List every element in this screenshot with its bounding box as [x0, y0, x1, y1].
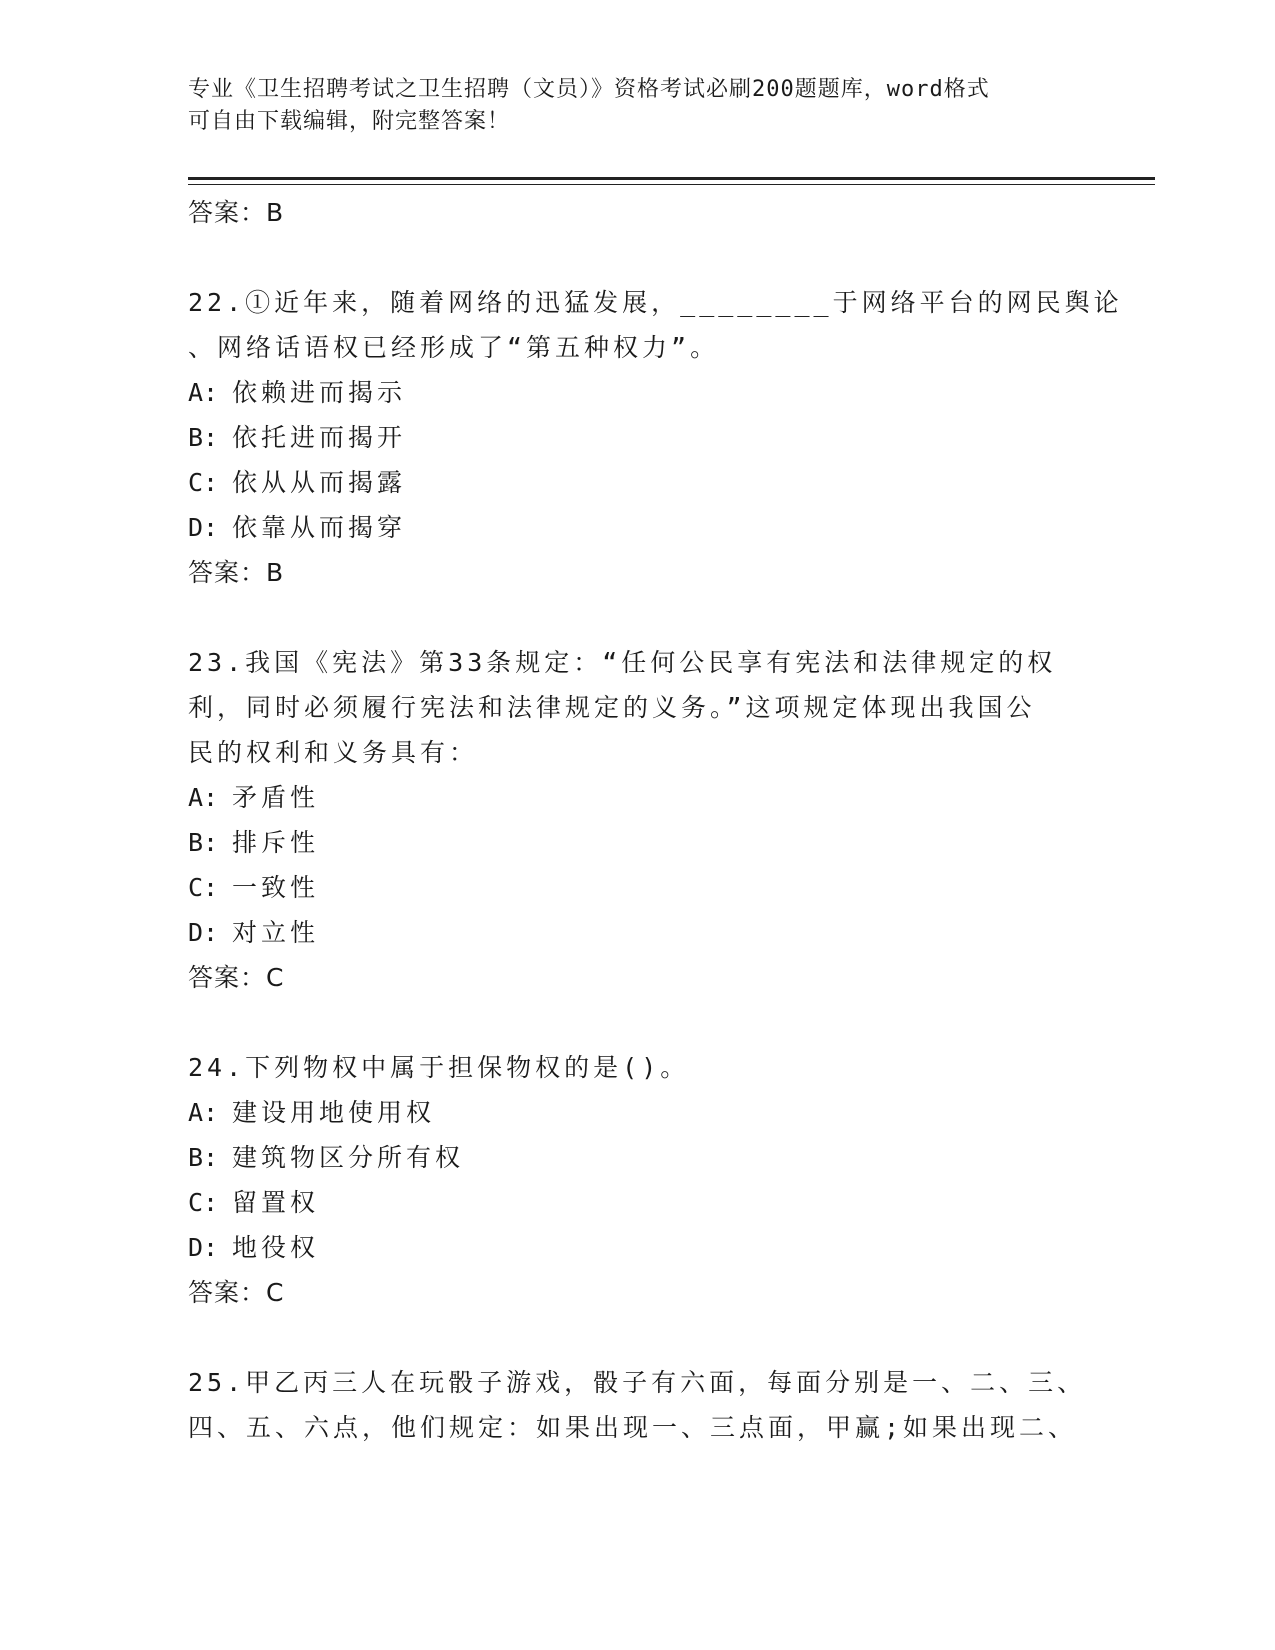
option-label: A:: [188, 1098, 219, 1127]
question-text-line: 民的权利和义务具有：: [188, 738, 479, 767]
option-label: C:: [188, 1188, 219, 1217]
option-d: [188, 505, 1088, 550]
question-text-line: 四、五、六点，他们规定：如果出现一、三点面，甲赢;如果出现二、: [188, 1413, 1078, 1442]
question-text-line: 24.下列物权中属于担保物权的是()。: [188, 1053, 690, 1082]
option-text: 排斥性: [232, 828, 320, 857]
option-text: 建设用地使用权: [232, 1098, 436, 1127]
option-label: D:: [188, 1233, 219, 1262]
option-text: 一致性: [232, 873, 320, 902]
option-c: [188, 1180, 1088, 1225]
document-header: [188, 74, 1088, 138]
answer-text: 答案：C: [188, 1278, 285, 1307]
answer-text: 答案：B: [188, 198, 285, 227]
question-23: [188, 640, 1088, 1000]
question-text-line: 、网络话语权已经形成了“第五种权力”。: [188, 333, 720, 362]
header-rule-thin: [188, 184, 1155, 185]
option-label: A:: [188, 378, 219, 407]
option-label: B:: [188, 423, 219, 452]
option-d: [188, 1225, 1088, 1270]
question-list: [188, 190, 1123, 1450]
question-text-line: 25.甲乙丙三人在玩骰子游戏，骰子有六面，每面分别是一、二、三、: [188, 1368, 1087, 1397]
option-text: 依从从而揭露: [232, 468, 407, 497]
option-label: B:: [188, 828, 219, 857]
option-c: [188, 460, 1088, 505]
option-text: 依托进而揭开: [232, 423, 407, 452]
option-text: 地役权: [232, 1233, 320, 1262]
option-b: [188, 415, 1088, 460]
option-text: 建筑物区分所有权: [232, 1143, 465, 1172]
option-label: A:: [188, 783, 219, 812]
question-25: [188, 1360, 1088, 1450]
option-label: C:: [188, 468, 219, 497]
option-label: D:: [188, 513, 219, 542]
option-b: [188, 1135, 1088, 1180]
header-line-2: 可自由下载编辑，附完整答案！: [188, 109, 511, 134]
header-line-1: 专业《卫生招聘考试之卫生招聘（文员）》资格考试必刷200题题库，word格式: [188, 77, 990, 102]
option-label: C:: [188, 873, 219, 902]
question-text-line: 22.①近年来，随着网络的迅猛发展，________于网络平台的网民舆论: [188, 288, 1123, 317]
question-text-line: 23.我国《宪法》第33条规定：“任何公民享有宪法和法律规定的权: [188, 648, 1057, 677]
option-text: 对立性: [232, 918, 320, 947]
option-text: 依靠从而揭穿: [232, 513, 407, 542]
header-rule-thick: [188, 177, 1155, 180]
question-22: [188, 280, 1123, 595]
option-text: 留置权: [232, 1188, 320, 1217]
option-text: 依赖进而揭示: [232, 378, 407, 407]
option-a: [188, 1090, 1088, 1135]
question-24: [188, 1045, 1088, 1315]
answer-text: 答案：B: [188, 558, 285, 587]
option-b: [188, 820, 1088, 865]
question-text-line: 利，同时必须履行宪法和法律规定的义务。”这项规定体现出我国公: [188, 693, 1036, 722]
option-label: D:: [188, 918, 219, 947]
option-text: 矛盾性: [232, 783, 320, 812]
option-d: [188, 910, 1088, 955]
answer-text: 答案：C: [188, 963, 285, 992]
option-a: [188, 370, 1088, 415]
option-label: B:: [188, 1143, 219, 1172]
option-a: [188, 775, 1088, 820]
option-c: [188, 865, 1088, 910]
